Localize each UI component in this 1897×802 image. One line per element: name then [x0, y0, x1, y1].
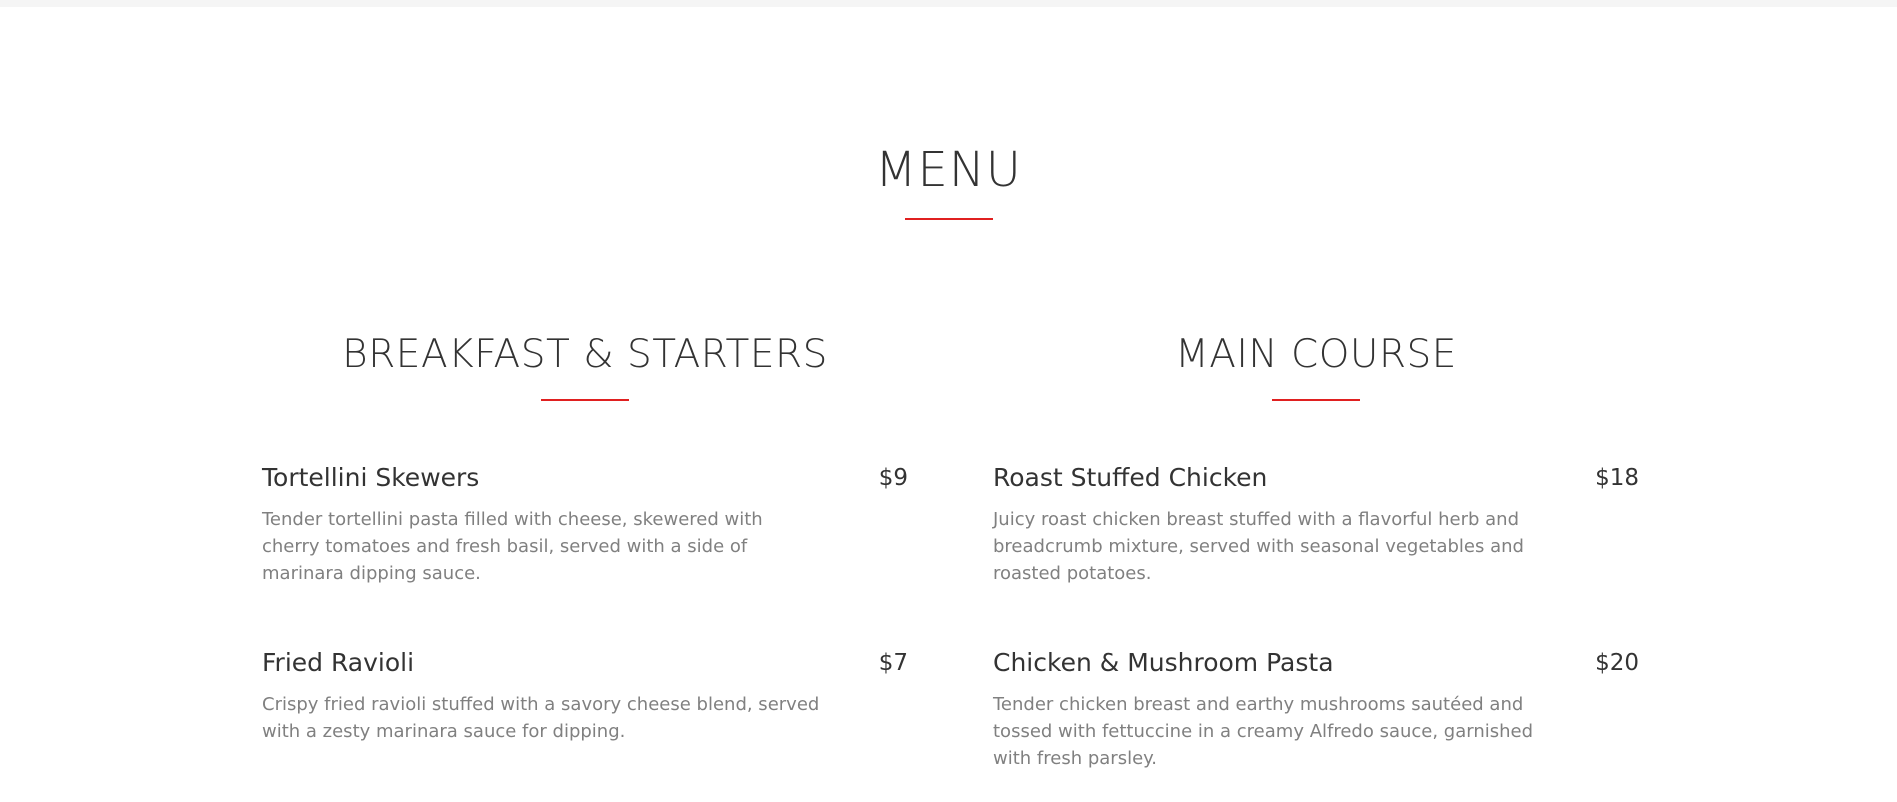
menu-item-name: Fried Ravioli — [262, 648, 415, 677]
section-title: MAIN COURSE — [1175, 332, 1457, 377]
title-underline — [905, 218, 993, 220]
menu-item-price: $18 — [1595, 465, 1639, 491]
menu-item-description: Tender chicken breast and earthy mushrooms sautéed and tossed with fettuccine in a creamy Alfredo sauce, garnished with fresh parsley. — [993, 694, 1534, 769]
menu-item-description: Crispy fried ravioli stuffed with a savory cheese blend, served with a zesty marinara sauce for dipping. — [262, 694, 820, 742]
menu-item-description: Tender tortellini pasta filled with cheese, skewered with cherry tomatoes and fresh basil, served with a side of marinara dipping sauce. — [262, 509, 763, 584]
menu-item-price: $9 — [878, 465, 908, 491]
menu-item-description: Juicy roast chicken breast stuffed with a flavorful herb and breadcrumb mixture, served with seasonal vegetables and roasted potatoes. — [993, 509, 1524, 584]
section-underline — [541, 399, 629, 401]
section-title: BREAKFAST & STARTERS — [342, 332, 828, 377]
top-strip — [0, 0, 1897, 7]
menu-item-name: Chicken & Mushroom Pasta — [993, 648, 1334, 677]
menu-item-price: $7 — [878, 650, 908, 676]
menu-item-name: Roast Stuffed Chicken — [993, 463, 1268, 492]
menu-item-price: $20 — [1595, 650, 1639, 676]
page-title: MENU — [875, 142, 1022, 198]
section-underline — [1272, 399, 1360, 401]
menu-item-name: Tortellini Skewers — [262, 463, 480, 492]
